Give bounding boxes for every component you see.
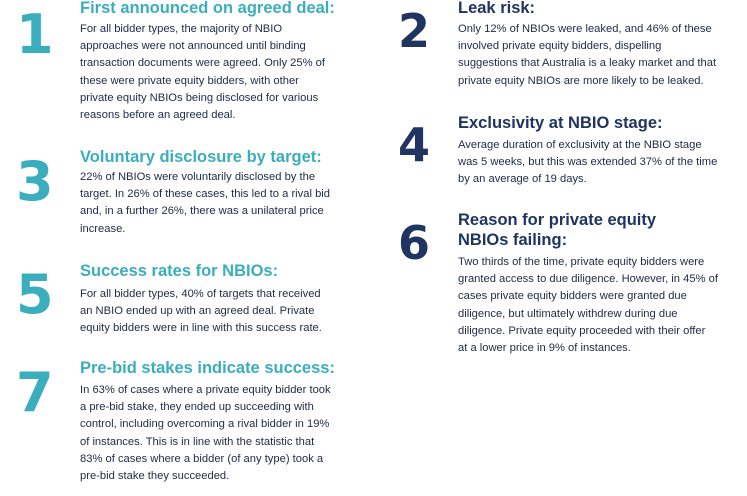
- text-line: and, in a further 26%, there was a unilateral price: [80, 205, 324, 218]
- text-line: at a lower price in 9% of instances.: [458, 342, 631, 355]
- text-line: equity bidders were in line with this success rate.: [80, 322, 322, 335]
- text-line: Average duration of exclusivity at the NBIO stage: [458, 139, 702, 151]
- text-line: In 63% of cases where a private equity bidder took: [80, 384, 331, 396]
- finding-text: [80, 21, 325, 124]
- text-line: cases private equity bidders were granted due: [458, 290, 687, 303]
- finding-number: 2: [398, 4, 431, 58]
- finding-title: Success rates for NBIOs:: [80, 262, 279, 280]
- finding-title: Voluntary disclosure by target:: [80, 148, 322, 166]
- text-line: increase.: [80, 222, 126, 235]
- finding-title: First announced on agreed deal:: [80, 0, 335, 17]
- text-line: For all bidder types, the majority of NBIO: [80, 23, 283, 35]
- text-line: of instances. This is in line with the statistic that: [80, 435, 315, 448]
- text-line: by an average of 19 days.: [458, 173, 587, 186]
- finding-number: 1: [16, 3, 54, 66]
- finding-number: 4: [398, 118, 431, 172]
- text-line: an NBIO ended up with an agreed deal. Private: [80, 305, 315, 318]
- text-line: control, including overcoming a rival bidder in 19%: [80, 418, 330, 431]
- text-line: a pre-bid stake, they ended up succeeding with: [80, 401, 314, 414]
- finding-text: [458, 254, 718, 357]
- text-line: involved private equity bidders, dispelling: [458, 40, 662, 53]
- finding-number: 5: [16, 263, 54, 326]
- text-line: diligence. Private equity proceeded with their offer: [458, 324, 706, 337]
- text-line: transaction documents were agreed. Only 25% of: [80, 57, 326, 70]
- text-line: diligence, but ultimately withdrew during due: [458, 307, 678, 320]
- finding-number: 7: [16, 361, 54, 424]
- text-line: Two thirds of the time, private equity bidders were: [458, 256, 705, 268]
- text-line: pre-bid stake they succeeded.: [80, 470, 230, 483]
- finding-title: Leak risk:: [458, 0, 536, 17]
- text-line: target. In 26% of these cases, this led to a rival bid: [80, 188, 330, 201]
- text-line: private equity NBIOs are more likely to be leaked.: [458, 74, 704, 87]
- finding-title: Exclusivity at NBIO stage:: [458, 114, 663, 132]
- finding-title-line-1: Reason for private equity: [458, 211, 657, 229]
- finding-text: [80, 382, 331, 485]
- finding-text: [80, 169, 330, 238]
- finding-number: 3: [16, 150, 54, 213]
- text-line: suggestions that Australia is a leaky market and that: [458, 57, 717, 70]
- finding-number: 6: [398, 216, 431, 270]
- text-line: granted access to due diligence. However, in 45% of: [458, 273, 718, 286]
- text-line: Only 12% of NBIOs were leaked, and 46% of these: [458, 23, 712, 35]
- text-line: reasons before an agreed deal.: [80, 109, 236, 122]
- text-line: 22% of NBIOs were voluntarily disclosed by the: [80, 171, 316, 183]
- finding-title: Pre-bid stakes indicate success:: [80, 359, 335, 377]
- text-line: approaches were not announced until binding: [80, 40, 306, 53]
- text-line: private equity NBIOs being disclosed for various: [80, 91, 319, 104]
- text-line: these were private equity bidders, with other: [80, 74, 299, 87]
- finding-text: [80, 286, 322, 338]
- finding-text: [458, 21, 716, 90]
- text-line: 83% of cases where a bidder (of any type) took a: [80, 452, 324, 465]
- text-line: For all bidder types, 40% of targets that received: [80, 288, 321, 300]
- text-line: was 5 weeks, but this was extended 37% of the time: [458, 156, 718, 169]
- finding-title-line-2: NBIOs failing:: [458, 231, 568, 249]
- finding-text: [458, 137, 717, 189]
